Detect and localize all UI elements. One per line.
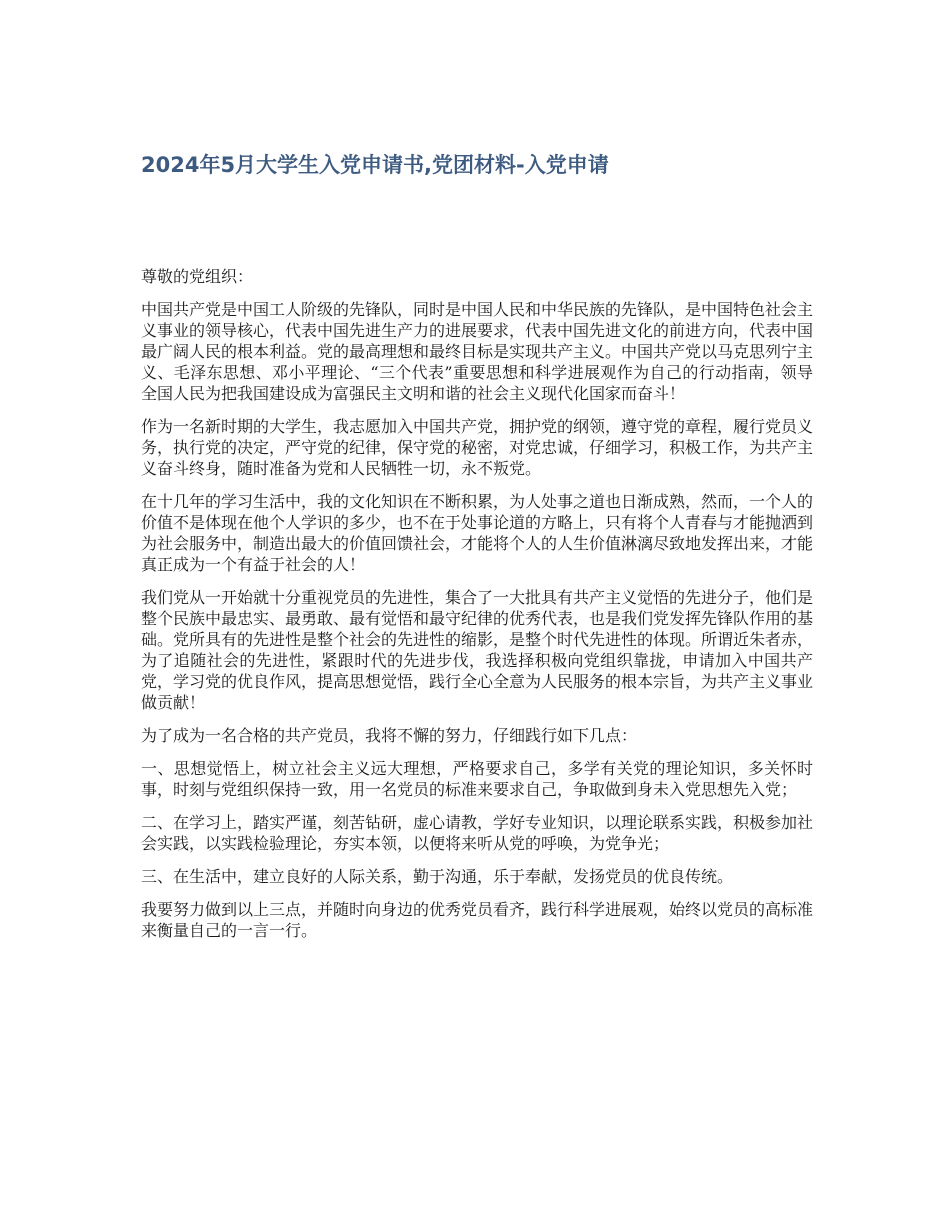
paragraph-personal-value: 在十几年的学习生活中，我的文化知识在不断积累，为人处事之道也日渐成熟，然而，一个人的价值不是体现在他个人学识的多少，也不在于处事论道的方略上，只有将个人青春与才能抛洒到为社会服务中，制造出最大的价值回馈社会，才能将个人的人生价值淋漓尽致地发挥出来，才能真正成为一个有益于社会的人！ — [141, 492, 814, 574]
paragraph-aspiration: 作为一名新时期的大学生，我志愿加入中国共产党，拥护党的纲领，遵守党的章程，履行党员义务，执行党的决定，严守党的纪律，保守党的秘密，对党忠诚，仔细学习，积极工作，为共产主义奋斗终身，随时准备为党和人民牺牲一切，永不叛党。 — [141, 417, 814, 478]
paragraph-commitment-intro: 为了成为一名合格的共产党员，我将不懈的努力，仔细践行如下几点： — [141, 726, 638, 745]
document-title: 2024年5月大学生入党申请书,党团材料-入党申请 — [141, 153, 609, 177]
paragraph-point-three: 三、在生活中，建立良好的人际关系，勤于沟通，乐于奉献，发扬党员的优良传统。 — [141, 867, 734, 886]
salutation: 尊敬的党组织： — [141, 267, 254, 286]
paragraph-party-advancement: 我们党从一开始就十分重视党员的先进性，集合了一大批具有共产主义觉悟的先进分子，他们是整个民族中最忠实、最勇敢、最有觉悟和最守纪律的优秀代表，也是我们党发挥先锋队作用的基础。党所具有的先进性是整个社会的先进性的缩影，是整个时代先进性的体现。所谓近朱者赤，为了追随社会的先进性，紧跟时代的先进步伐，我选择积极向党组织靠拢，申请加入中国共产党，学习党的优良作风，提高思想觉悟，践行全心全意为人民服务的根本宗旨，为共产主义事业做贡献！ — [141, 588, 814, 712]
paragraph-point-two: 二、在学习上，踏实严谨，刻苦钻研，虚心请教，学好专业知识，以理论联系实践，积极参加社会实践，以实践检验理论，夯实本领，以便将来听从党的呼唤，为党争光； — [141, 813, 814, 853]
paragraph-intro: 中国共产党是中国工人阶级的先锋队，同时是中国人民和中华民族的先锋队，是中国特色社会主义事业的领导核心，代表中国先进生产力的进展要求，代表中国先进文化的前进方向，代表中国最广阔人民的根本利益。党的最高理想和最终目标是实现共产主义。中国共产党以马克思列宁主义、毛泽东思想、邓小平理论、“三个代表”重要思想和科学进展观作为自己的行动指南，领导全国人民为把我国建设成为富强民主文明和谐的社会主义现代化国家而奋斗！ — [141, 300, 814, 403]
paragraph-point-one: 一、思想觉悟上，树立社会主义远大理想，严格要求自己，多学有关党的理论知识，多关怀时事，时刻与党组织保持一致，用一名党员的标准来要求自己，争取做到身未入党思想先入党； — [141, 759, 813, 799]
paragraph-closing: 我要努力做到以上三点，并随时向身边的优秀党员看齐，践行科学进展观，始终以党员的高标准来衡量自己的一言一行。 — [141, 900, 814, 940]
document-body — [141, 266, 813, 953]
